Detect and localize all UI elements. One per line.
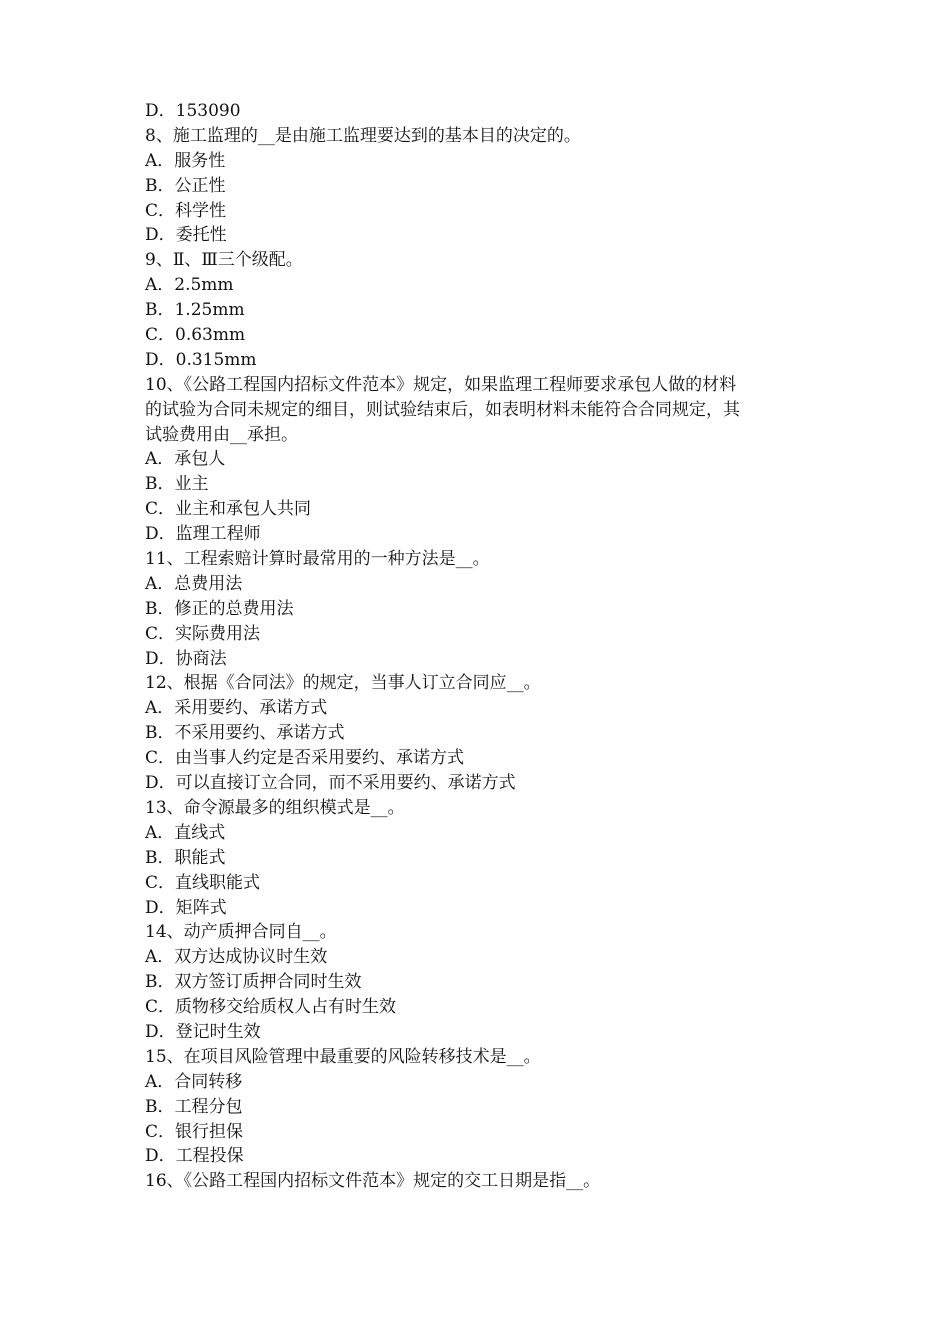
option-line: D．协商法 xyxy=(145,648,227,669)
option-line: C．质物移交给质权人占有时生效 xyxy=(145,997,397,1018)
option-line: B．1.25mm xyxy=(145,300,245,321)
question-line: 15、在项目风险管理中最重要的风险转移技术是__。 xyxy=(145,1046,541,1067)
option-line: D．0.315mm xyxy=(145,349,257,370)
option-line: D．委托性 xyxy=(145,225,227,246)
question-line: 16、《公路工程国内招标文件范本》规定的交工日期是指__。 xyxy=(145,1171,601,1192)
option-line: C．业主和承包人共同 xyxy=(145,499,312,520)
option-line: B．双方签订质押合同时生效 xyxy=(145,972,362,993)
option-line: A．承包人 xyxy=(145,449,226,470)
document-page xyxy=(145,99,810,1194)
option-line: D．登记时生效 xyxy=(145,1021,261,1042)
option-line: D．监理工程师 xyxy=(145,524,261,545)
option-line: D．工程投保 xyxy=(145,1146,244,1167)
option-line: C．由当事人约定是否采用要约、承诺方式 xyxy=(145,748,465,769)
question-line: 9、Ⅱ、Ⅲ三个级配。 xyxy=(145,250,303,271)
option-line: B．业主 xyxy=(145,474,209,495)
option-line: A．采用要约、承诺方式 xyxy=(145,698,328,719)
option-line: C．科学性 xyxy=(145,200,227,221)
option-line: A．2.5mm xyxy=(145,275,234,296)
question-line: 11、工程索赔计算时最常用的一种方法是__。 xyxy=(145,549,490,570)
option-line: B．工程分包 xyxy=(145,1096,243,1117)
option-line: A．直线式 xyxy=(145,822,226,843)
option-line: D．153090 xyxy=(145,101,241,121)
option-line: A．双方达成协议时生效 xyxy=(145,947,328,968)
question-line: 12、根据《合同法》的规定，当事人订立合同应__。 xyxy=(145,673,541,694)
option-line: C．0.63mm xyxy=(145,325,246,346)
question-line: 的试验为合同未规定的细目，则试验结束后，如表明材料未能符合合同规定，其 xyxy=(145,399,740,420)
option-line: C．直线职能式 xyxy=(145,872,261,893)
option-line: D．矩阵式 xyxy=(145,897,227,918)
question-line: 试验费用由__承担。 xyxy=(145,424,298,445)
option-line: D．可以直接订立合同，而不采用要约、承诺方式 xyxy=(145,773,516,794)
question-line: 14、动产质押合同自__。 xyxy=(145,922,337,943)
question-line: 8、施工监理的__是由施工监理要达到的基本目的决定的。 xyxy=(145,125,581,146)
question-line: 13、命令源最多的组织模式是__。 xyxy=(145,797,405,818)
option-line: C．银行担保 xyxy=(145,1121,244,1142)
option-line: B．修正的总费用法 xyxy=(145,598,294,619)
option-line: B．公正性 xyxy=(145,175,226,196)
option-line: B．职能式 xyxy=(145,847,226,868)
option-line: A．服务性 xyxy=(145,150,226,171)
option-line: A．总费用法 xyxy=(145,573,243,594)
option-line: B．不采用要约、承诺方式 xyxy=(145,723,345,744)
question-line: 10、《公路工程国内招标文件范本》规定，如果监理工程师要求承包人做的材料 xyxy=(145,374,737,395)
option-line: C．实际费用法 xyxy=(145,623,261,644)
option-line: A．合同转移 xyxy=(145,1071,243,1092)
